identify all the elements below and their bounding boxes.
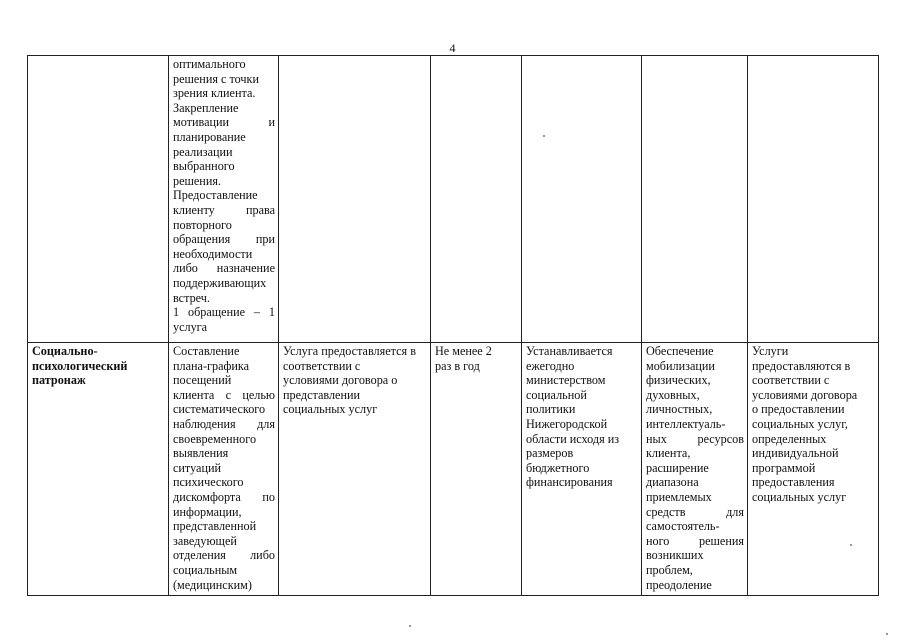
scan-speck <box>543 135 545 137</box>
service-result-cell: Обеспечение мобилизации физических, духовных, личностных, интеллектуаль- ных ресурсов клиента, расширение диапазона приемлемых средств для самостоятель- ного решения возникших проблем, преодоление <box>642 343 748 596</box>
service-conditions-cell: Услуга предоставляется в соответствии с условиями договора о представлении социальных услуг <box>279 343 431 596</box>
service-conditions-cell <box>279 56 431 343</box>
services-table <box>27 55 879 596</box>
service-terms-cell: Услуги предоставляются в соответствии с условиями договора о предоставлении социальных услуг, определенных индивидуальной программой предоставления социальных услуг <box>748 343 879 596</box>
table-row <box>28 56 879 343</box>
scan-speck <box>409 625 411 627</box>
service-frequency-cell <box>431 56 522 343</box>
service-name-cell <box>28 56 169 343</box>
service-tariff-cell: Устанавливается ежегодно министерством социальной политики Нижегородской области исходя из размеров бюджетного финансирования <box>522 343 642 596</box>
service-content-cell: Составление плана-графика посещений клиента с целью систематического наблюдения для своевременного выявления ситуаций психического дискомфорта по информации, представленной заведующей отделения либо социальным (медицинским) <box>169 343 279 596</box>
service-frequency-cell: Не менее 2 раз в год <box>431 343 522 596</box>
table-row <box>28 343 879 596</box>
service-content-cell: оптимального решения с точки зрения клиента. Закрепление мотивации и планирование реализации выбранного решения. Предоставление клиенту права повторного обращения при необходимости либо назначение поддерживающих встреч. 1 обращение – 1 услуга <box>169 56 279 343</box>
service-result-cell <box>642 56 748 343</box>
scan-speck <box>886 633 888 635</box>
page-number: 4 <box>449 41 456 55</box>
scan-speck <box>850 544 852 546</box>
service-terms-cell <box>748 56 879 343</box>
service-name-cell: Социально- психологический патронаж <box>28 343 169 596</box>
service-tariff-cell <box>522 56 642 343</box>
